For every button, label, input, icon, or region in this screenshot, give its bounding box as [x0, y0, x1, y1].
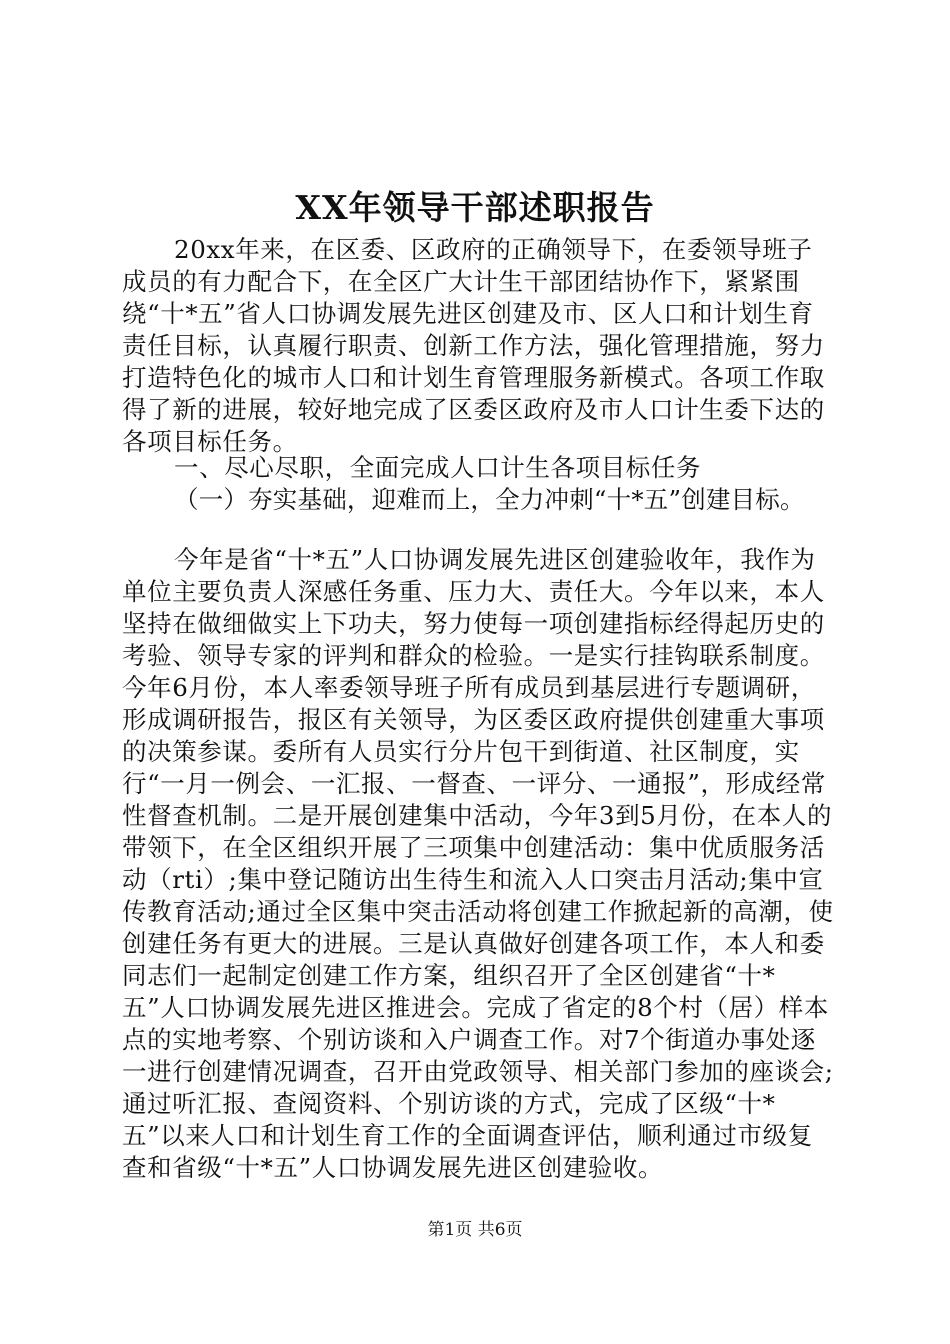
page-number: 第1页 共6页: [427, 1220, 523, 1240]
document-title: XX年领导干部述职报告: [295, 188, 655, 227]
body-paragraph: 今年是省“十*五”人口协调发展先进区创建验收年，我作为单位主要负责人深感任务重、压力大、责任大。今年以来，本人坚持在做细做实上下功夫，努力使每一项创建指标经得起历史的考验、领导专家的评判和群众的检验。一是实行挂钩联系制度。今年6月份，本人率委领导班子所有成员到基层进行专题调研，形成调研报告，报区有关领导，为区委区政府提供创建重大事项的决策参谋。委所有人员实行分片包干到街道、社区制度，实行“一月一例会、一汇报、一督查、一评分、一通报”，形成经常性督查机制。二是开展创建集中活动，今年3到5月份，在本人的带领下，在全区组织开展了三项集中创建活动：集中优质服务活动（rti）;集中登记随访出生待生和流入人口突击月活动;集中宣传教育活动;通过全区集中突击活动将创建工作掀起新的高潮，使创建任务有更大的进展。三是认真做好创建各项工作，本人和委同志们一起制定创建工作方案，组织召开了全区创建省“十*五”人口协调发展先进区推进会。完成了省定的8个村（居）样本点的实地考察、个别访谈和入户调查工作。对7个街道办事处逐一进行创建情况调查，召开由党政领导、相关部门参加的座谈会;通过听汇报、查阅资料、个别访谈的方式，完成了区级“十*五”以来人口和计划生育工作的全面调查评估，顺利通过市级复查和省级“十*五”人口协调发展先进区创建验收。: [122, 545, 834, 1182]
subsection-heading: （一）夯实基础，迎难而上，全力冲刺“十*五”创建目标。: [174, 485, 805, 514]
section-heading: 一、尽心尽职，全面完成人口计生各项目标任务: [174, 453, 702, 482]
intro-paragraph: 20xx年来，在区委、区政府的正确领导下，在委领导班子成员的有力配合下，在全区广大计生干部团结协作下，紧紧围绕“十*五”省人口协调发展先进区创建及市、区人口和计划生育责任目标，认真履行职责、创新工作方法，强化管理措施，努力打造特色化的城市人口和计划生育管理服务新模式。各项工作取得了新的进展，较好地完成了区委区政府及市人口计生委下达的各项目标任务。: [122, 235, 825, 456]
